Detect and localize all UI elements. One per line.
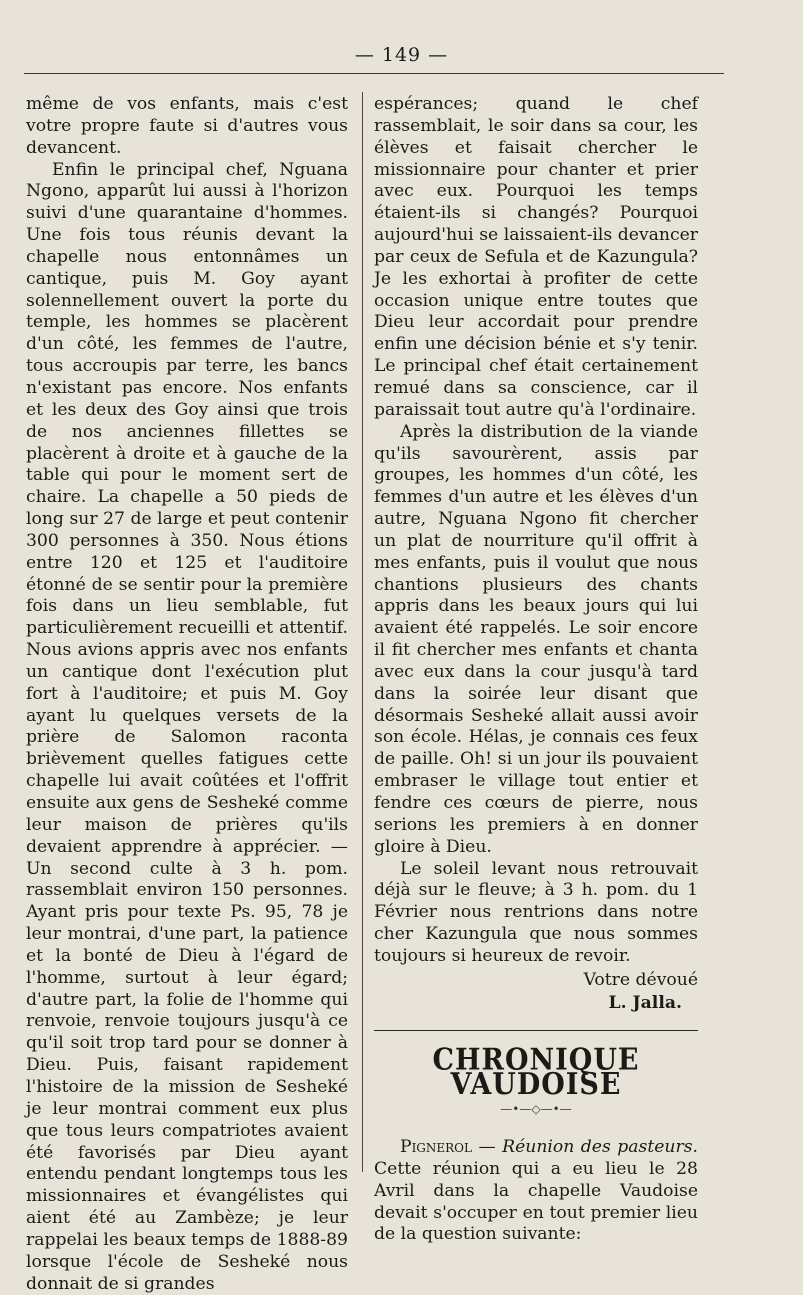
- section-rule: [374, 1030, 698, 1031]
- section-title: Réunion des pasteurs.: [502, 1136, 698, 1157]
- letter-closing: [374, 970, 698, 1015]
- right-column: [374, 94, 698, 1246]
- section-place: Pignerol: [400, 1136, 472, 1157]
- signature: L. Jalla.: [608, 992, 682, 1013]
- section-dash: —: [472, 1136, 503, 1157]
- paragraph: Le soleil levant nous retrouvait déjà sur le fleuve; à 3 h. pom. du 1 Février nous rentrions dans notre cher Kazungula que nous sommes toujours si heureux de revoir.: [374, 858, 698, 966]
- section-body: Cette réunion qui a eu lieu le 28 Avril dans la chapelle Vaudoise devait s'occuper en tout premier lieu de la question suivante:: [374, 1158, 698, 1245]
- page-number: — 149 —: [354, 44, 449, 66]
- section-paragraph: [374, 1137, 698, 1246]
- section-heading: CHRONIQUE VAUDOISE: [432, 1043, 640, 1102]
- paragraph: espérances; quand le chef rassemblait, le soir dans sa cour, les élèves et faisait chercher le missionnaire pour chanter et prier avec eux. Pourquoi les temps étaient-ils si changés? Pourquoi aujourd'hui se laissaient-ils devancer par ceux de Sefula et de Kazungula? Je les exhortai à profiter de cette occasion unique entre toutes que Dieu leur accordait pour prendre enfin une décision bénie et s'y tenir. Le principal chef était certainement remué dans sa conscience, car il paraissait tout autre qu'à l'ordinaire.: [374, 94, 698, 420]
- closing-greeting: Votre dévoué: [583, 969, 698, 990]
- ornament-divider: —•—◇—•—: [500, 1102, 572, 1117]
- column-divider: [362, 92, 363, 1172]
- left-column: [26, 94, 348, 1295]
- paragraph: même de vos enfants, mais c'est votre propre faute si d'autres vous devancent.: [26, 94, 348, 158]
- paragraph: Enfin le principal chef, Nguana Ngono, apparût lui aussi à l'horizon suivi d'une quarantaine d'hommes. Une fois tous réunis devant la chapelle nous entonnâmes un cantique, puis M. Goy ayant solennellement ouvert la porte du temple, les hommes se placèrent d'un côté, les femmes de l'autre, tous accroupis par terre, les bancs n'existant pas encore. Nos enfants et les deux des Goy ainsi que trois de nos anciennes fillettes se placèrent à droite et à gauche de la table qui pour le moment sert de chaire. La chapelle a 50 pieds de long sur 27 de large et peut contenir 300 personnes à 350. Nous étions entre 120 et 125 et l'auditoire étonné de se sentir pour la première fois dans un lieu semblable, fut particulièrement recueilli et attentif. Nous avions appris avec nos enfants un cantique dont l'exécution plut fort à l'auditoire; et puis M. Goy ayant lu quelques versets de la prière de Salomon raconta brièvement quelles fatigues cette chapelle lui avait coûtées et l'offrit ensuite aux gens de Sesheké comme leur maison de prières qu'ils devaient apprendre à apprécier. — Un second culte à 3 h. pom. rassemblait environ 150 personnes. Ayant pris pour texte Ps. 95, 78 je leur montrai, d'une part, la patience et la bonté de Dieu à l'égard de l'homme, surtout à leur égard; d'autre part, la folie de l'homme qui renvoie, renvoie toujours jusqu'à ce qu'il soit trop tard pour se donner à Dieu. Puis, faisant rapidement l'histoire de la mission de Sesheké je leur montrai comment eux plus que tous leurs compatriotes avaient été favorisés par Dieu ayant entendu pendant longtemps tous les missionnaires et évangélistes qui aient été au Zambèze; je leur rappelai les beaux temps de 1888-89 lorsque l'école de Sesheké nous donnait de si grandes: [26, 159, 348, 1294]
- paragraph: Après la distribution de la viande qu'ils savourèrent, assis par groupes, les hommes d'un côté, les femmes d'un autre et les élèves d'un autre, Nguana Ngono fit chercher un plat de nourriture qu'il offrit à mes enfants, puis il voulut que nous chantions plusieurs des chants appris dans les beaux jours qui lui avaient été rappelés. Le soir encore il fit chercher mes enfants et chanta avec eux dans la cour jusqu'à tard dans la soirée leur disant que désormais Sesheké allait aussi avoir son école. Hélas, je connais ces feux de paille. Oh! si un jour ils pouvaient embraser le village tout entier et fendre ces cœurs de pierre, nous serions les premiers à en donner gloire à Dieu.: [374, 421, 698, 857]
- header-rule: [24, 73, 724, 74]
